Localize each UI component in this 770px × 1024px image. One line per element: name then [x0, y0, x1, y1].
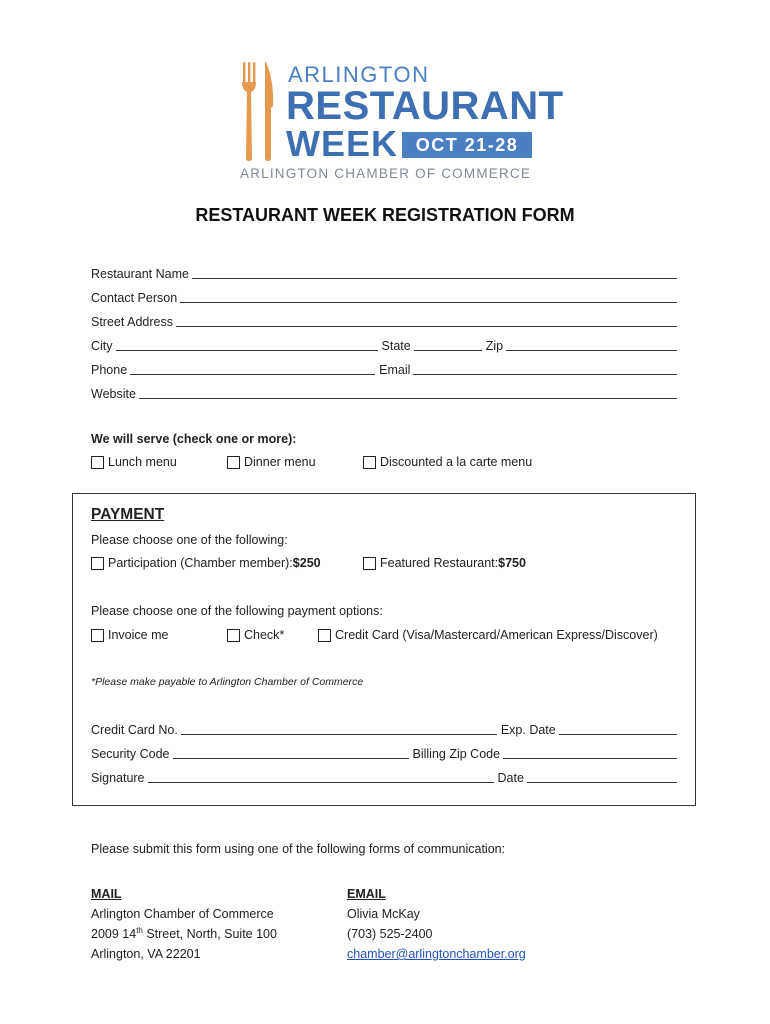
- logo-dates-badge: OCT 21-28: [402, 132, 532, 158]
- logo-week-text: WEEK: [286, 123, 398, 164]
- mail-heading: MAIL: [91, 887, 122, 901]
- security-code-label: Security Code: [91, 747, 170, 761]
- card-number-field[interactable]: [181, 733, 497, 735]
- email-contact-phone: (703) 525-2400: [347, 927, 433, 941]
- invoice-me-checkbox[interactable]: [91, 628, 168, 642]
- lunch-menu-label: Lunch menu: [108, 455, 177, 469]
- featured-label: Featured Restaurant:: [380, 556, 499, 570]
- payment-heading: PAYMENT: [91, 506, 165, 523]
- featured-price: $750: [498, 556, 526, 570]
- checkbox-icon: [363, 557, 376, 570]
- date-field[interactable]: [527, 781, 677, 783]
- restaurant-name-field[interactable]: [192, 277, 677, 279]
- mail-line-3: Arlington, VA 22201: [91, 947, 201, 961]
- checkbox-icon: [227, 629, 240, 642]
- logo-arlington-text: ARLINGTON: [288, 62, 430, 87]
- signature-field[interactable]: [148, 781, 494, 783]
- billing-zip-label: Billing Zip Code: [412, 747, 501, 761]
- exp-date-label: Exp. Date: [500, 723, 556, 737]
- street-address-field[interactable]: [176, 325, 677, 327]
- contact-person-field[interactable]: [180, 301, 677, 303]
- checkbox-icon: [363, 456, 376, 469]
- city-field[interactable]: [116, 349, 378, 351]
- participation-price: $250: [292, 556, 321, 570]
- credit-card-label: Credit Card (Visa/Mastercard/American Express/Discover): [335, 628, 658, 642]
- card-number-label: Credit Card No.: [91, 723, 178, 737]
- serve-heading: We will serve (check one or more):: [91, 432, 297, 446]
- street-address-row: [91, 313, 681, 329]
- checkbox-icon: [318, 629, 331, 642]
- exp-date-field[interactable]: [559, 733, 677, 735]
- mail-line-2: 2009 14th Street, North, Suite 100: [91, 925, 277, 941]
- email-contact-name: Olivia McKay: [347, 907, 420, 921]
- featured-checkbox[interactable]: [363, 556, 526, 570]
- city-label: City: [91, 339, 113, 353]
- phone-field[interactable]: [130, 373, 375, 375]
- lunch-menu-checkbox[interactable]: [91, 455, 177, 469]
- participation-checkbox[interactable]: [91, 556, 321, 570]
- state-label: State: [381, 339, 411, 353]
- participation-label: Participation (Chamber member):: [108, 556, 293, 570]
- dinner-menu-label: Dinner menu: [244, 455, 316, 469]
- date-label: Date: [497, 771, 524, 785]
- phone-label: Phone: [91, 363, 128, 377]
- restaurant-name-row: [91, 265, 681, 281]
- signature-row: [91, 769, 681, 785]
- check-checkbox[interactable]: [227, 628, 284, 642]
- city-state-zip-row: [91, 337, 681, 353]
- discounted-menu-label: Discounted a la carte menu: [380, 455, 533, 469]
- mail-line-1: Arlington Chamber of Commerce: [91, 907, 274, 921]
- fork-and-knife-icon: [240, 60, 280, 162]
- form-title: RESTAURANT WEEK REGISTRATION FORM: [195, 205, 575, 225]
- security-code-row: [91, 745, 681, 761]
- discounted-menu-checkbox[interactable]: [363, 455, 532, 469]
- checkbox-icon: [91, 557, 104, 570]
- website-row: [91, 385, 681, 401]
- submit-instructions: Please submit this form using one of the following forms of communication:: [91, 842, 506, 856]
- email-heading: EMAIL: [347, 887, 386, 901]
- payment-choose-text: Please choose one of the following:: [91, 533, 288, 547]
- mail-contact-block: [91, 884, 277, 964]
- restaurant-name-label: Restaurant Name: [91, 267, 189, 281]
- email-contact-block: [347, 884, 526, 964]
- contact-person-row: [91, 289, 681, 305]
- email-address-link[interactable]: chamber@arlingtonchamber.org: [347, 947, 526, 961]
- logo-chamber-text: ARLINGTON CHAMBER OF COMMERCE: [240, 166, 532, 181]
- checkbox-icon: [91, 629, 104, 642]
- email-field[interactable]: [413, 373, 677, 375]
- credit-card-checkbox[interactable]: [318, 628, 658, 642]
- street-address-label: Street Address: [91, 315, 173, 329]
- dinner-menu-checkbox[interactable]: [227, 455, 316, 469]
- logo-restaurant-text: RESTAURANT: [286, 84, 564, 128]
- invoice-me-label: Invoice me: [108, 628, 169, 642]
- checkbox-icon: [227, 456, 240, 469]
- signature-label: Signature: [91, 771, 145, 785]
- website-label: Website: [91, 387, 136, 401]
- security-code-field[interactable]: [173, 757, 409, 759]
- payment-options-text: Please choose one of the following payment options:: [91, 604, 383, 618]
- payment-note: *Please make payable to Arlington Chamber of Commerce: [91, 676, 364, 688]
- check-label: Check*: [244, 628, 285, 642]
- event-logo: [236, 58, 564, 188]
- website-field[interactable]: [139, 397, 677, 399]
- zip-field[interactable]: [506, 349, 677, 351]
- phone-email-row: [91, 361, 681, 377]
- contact-person-label: Contact Person: [91, 291, 178, 305]
- card-number-row: [91, 721, 681, 737]
- checkbox-icon: [91, 456, 104, 469]
- state-field[interactable]: [414, 349, 482, 351]
- email-label: Email: [379, 363, 411, 377]
- zip-label: Zip: [485, 339, 504, 353]
- billing-zip-field[interactable]: [503, 757, 677, 759]
